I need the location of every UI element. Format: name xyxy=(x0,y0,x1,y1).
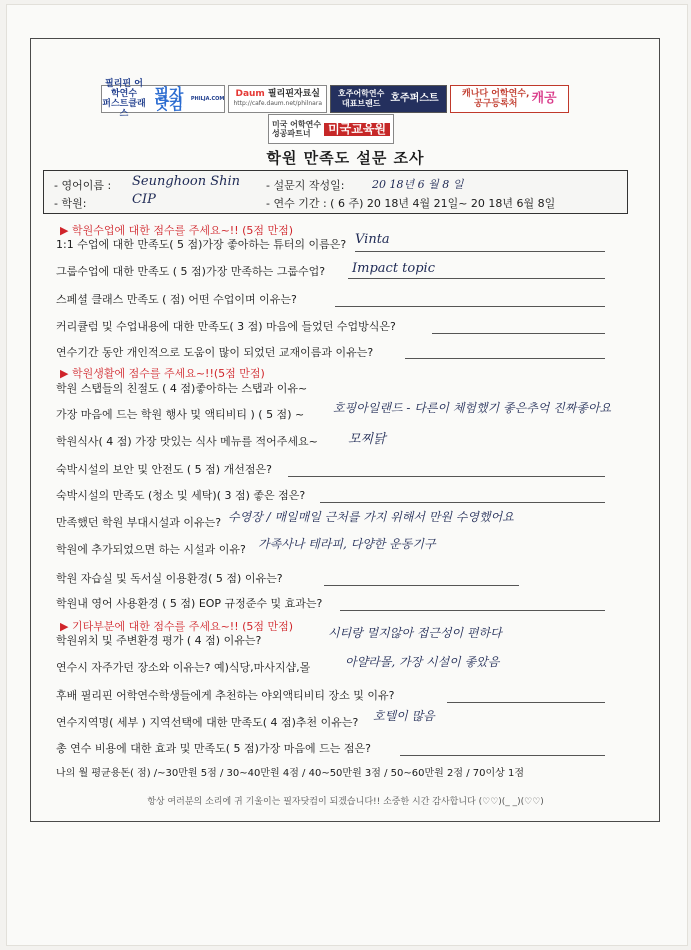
question-4: 커리큘럼 및 수업내용에 대한 만족도( 3 점) 마음에 들었던 수업방식은? xyxy=(56,320,396,333)
question-19: 총 연수 비용에 대한 효과 및 만족도( 5 점)가장 마음에 드는 점은? xyxy=(56,742,371,755)
answer-line-1 xyxy=(355,251,605,252)
question-2: 그룹수업에 대한 만족도 ( 5 점)가장 만족하는 그룹수업? xyxy=(56,265,326,278)
answer-8[interactable]: 모찌닭 xyxy=(348,432,386,447)
australia-logo-right: 호주퍼스트 xyxy=(390,93,439,104)
answer-18[interactable]: 호텔이 많음 xyxy=(373,709,435,723)
question-11: 만족했던 학원 부대시설과 이유는? xyxy=(56,516,222,529)
answer-line-17 xyxy=(447,702,605,703)
answer-7[interactable]: 호핑아일랜드 - 다른이 체험했기 좋은추억 진짜좋아요 xyxy=(333,401,612,415)
answer-12[interactable]: 가족사나 테라피, 다양한 운동기구 xyxy=(258,537,436,551)
usa-logo[interactable] xyxy=(268,114,394,144)
question-20: 나의 월 평균용돈( 점) /~30만원 5점 / 30~40만원 4점 / 40~50만원 3점 / 50~60만원 2점 / 70이상 1점 xyxy=(56,768,524,779)
answer-line-5 xyxy=(405,358,605,359)
philja-logo-sub: PHILJA.COM xyxy=(190,96,225,102)
section-etc-heading: ▶ 기타부분에 대한 점수를 주세요~!! (5점 만점) xyxy=(60,620,294,633)
answer-line-10 xyxy=(320,502,605,503)
question-8: 학원식사( 4 점) 가장 맛있는 식사 메뉴를 적어주세요~ xyxy=(56,435,318,448)
question-9: 숙박시설의 보안 및 안전도 ( 5 점) 개선점은? xyxy=(56,463,272,476)
daum-brand: Daum xyxy=(235,89,265,99)
philja-logo-small: 필리핀 어학연수 퍼스트클래스 xyxy=(102,79,146,119)
name-value[interactable]: Seunghoon Shin xyxy=(132,174,241,189)
academy-label: - 학원: xyxy=(54,197,87,210)
answer-line-9 xyxy=(288,476,605,477)
section-life-heading: ▶ 학원생활에 점수를 주세요~!!(5점 만점) xyxy=(60,367,265,380)
date-value[interactable]: 20 18년 6 월 8 일 xyxy=(372,178,464,191)
answer-line-13 xyxy=(324,585,519,586)
period-field[interactable]: - 연수 기간 : ( 6 주) 20 18년 4월 21일~ 20 18년 6월 8일 xyxy=(266,197,556,210)
logo-banner xyxy=(101,79,569,119)
question-5: 연수기간 동안 개인적으로 도움이 많이 되었던 교재이름과 이유는? xyxy=(56,346,374,359)
question-16: 연수시 자주가던 장소와 이유는? 예)식당,마사지샵,몰 xyxy=(56,661,311,674)
answer-line-19 xyxy=(400,755,605,756)
answer-line-2 xyxy=(348,278,605,279)
question-3: 스페셜 클래스 만족도 ( 점) 어떤 수업이며 이유는? xyxy=(56,293,297,306)
answer-1[interactable]: Vinta xyxy=(355,232,390,247)
question-10: 숙박시설의 만족도 (청소 및 세탁)( 3 점) 좋은 점은? xyxy=(56,489,306,502)
name-label: - 영어이름 : xyxy=(54,179,112,192)
survey-title: 학원 만족도 설문 조사 xyxy=(266,149,425,167)
academy-value[interactable]: CIP xyxy=(132,192,156,207)
australia-logo-left: 호주어학연수 대표브랜드 xyxy=(337,89,385,108)
answer-2[interactable]: Impact topic xyxy=(352,261,435,276)
question-15: 학원위치 및 주변환경 평가 ( 4 점) 이유는? xyxy=(56,634,262,647)
question-18: 연수지역명( 세부 ) 지역선택에 대한 만족도( 4 점)추천 이유는? xyxy=(56,716,359,729)
usa-logo-big: 미국교육원 xyxy=(324,123,390,136)
info-box xyxy=(43,170,628,214)
question-17: 후배 필리핀 어학연수학생들에게 추천하는 야외액티비티 장소 및 이유? xyxy=(56,689,395,702)
question-13: 학원 자습실 및 독서실 이용환경( 5 점) 이유는? xyxy=(56,572,283,585)
philja-logo-big: 필자닷컴 xyxy=(154,85,184,113)
daum-title: 필리핀자료실 xyxy=(267,89,320,99)
question-6: 학원 스탭들의 친절도 ( 4 점)좋아하는 스탭과 이유~ xyxy=(56,382,308,395)
section-class-heading: ▶ 학원수업에 대한 점수를 주세요~!! (5점 만점) xyxy=(60,224,294,237)
answer-11[interactable]: 수영장 / 매일매일 근처를 가지 위해서 만원 수영했어요 xyxy=(228,510,514,524)
question-7: 가장 마음에 드는 학원 행사 및 액티비티 ) ( 5 점) ~ xyxy=(56,408,305,421)
question-12: 학원에 추가되었으면 하는 시설과 이유? xyxy=(56,543,246,556)
australia-logo[interactable] xyxy=(330,85,446,113)
answer-15[interactable]: 시티랑 멀지않아 접근성이 편하다 xyxy=(328,626,502,640)
answer-line-14 xyxy=(340,610,605,611)
canada-logo-big: 캐공 xyxy=(531,91,557,106)
answer-line-4 xyxy=(432,333,605,334)
answer-16[interactable]: 아얄라몰, 가장 시설이 좋았음 xyxy=(345,655,500,669)
answer-line-3 xyxy=(335,306,605,307)
philja-logo[interactable] xyxy=(101,79,225,119)
question-14: 학원내 영어 사용환경 ( 5 점) EOP 규정준수 및 효과는? xyxy=(56,597,323,610)
date-label: - 설문지 작성일: xyxy=(266,179,345,192)
canada-logo-small: 캐나다 어학연수, 공구등록처 xyxy=(462,89,530,109)
canada-logo[interactable] xyxy=(450,85,569,113)
usa-logo-small: 미국 어학연수 성공파트너 xyxy=(271,120,322,138)
footer-message: 항상 여러분의 소리에 귀 기울이는 필자닷컴이 되겠습니다!! 소중한 시간 감사합니다 (♡♡)(_ _)(♡♡) xyxy=(147,797,544,807)
question-1: 1:1 수업에 대한 만족도( 5 점)가장 좋아하는 튜터의 이름은? xyxy=(56,238,347,251)
daum-cafe-logo[interactable] xyxy=(228,85,327,113)
daum-url: http://cafe.daum.net/philnara xyxy=(233,100,322,107)
